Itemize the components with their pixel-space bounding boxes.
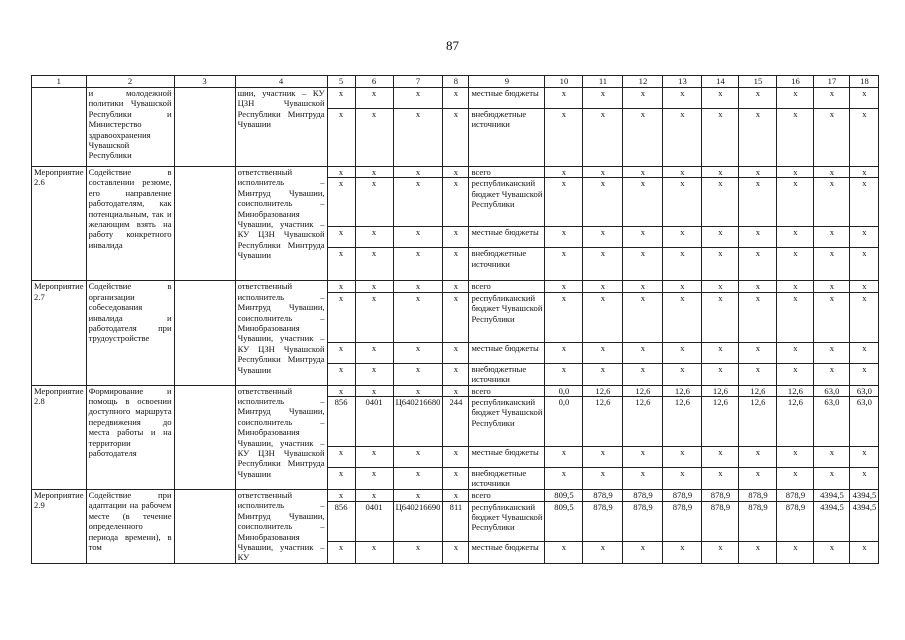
funding-source: местные бюджеты [469,88,545,109]
year-value: 4394,5 [850,490,879,502]
year-value: х [583,227,623,248]
year-value: х [663,292,702,342]
table-row [32,490,879,502]
code-expense-type: х [443,281,469,292]
code-section: х [355,342,393,363]
year-value: х [777,88,814,109]
year-value: х [777,342,814,363]
year-value: х [702,447,739,468]
code-section: х [355,385,393,396]
code-expense-type: х [443,490,469,502]
year-value: 12,6 [663,385,702,396]
year-value: 878,9 [702,501,739,542]
code-expense-type: х [443,109,469,167]
year-value: х [623,292,663,342]
column-header: 16 [777,76,814,88]
year-value: 0,0 [545,397,583,447]
code-section: х [355,167,393,178]
year-value: х [814,109,850,167]
year-value: х [702,281,739,292]
code-section: х [355,248,393,281]
year-value: х [777,292,814,342]
year-value: х [777,227,814,248]
year-value: 12,6 [583,385,623,396]
measure-number: Мероприятие 2.6 [32,167,87,281]
funding-source: республиканский бюджет Чувашской Республики [469,397,545,447]
responsible-executor: ответственный исполнитель – Минтруд Чувашии, соисполнитель – Минобразования Чувашии, участник – КУ ЦЗН Чувашской Республики Минтруда Чувашии [235,167,327,281]
year-value: х [777,281,814,292]
column-header: 17 [814,76,850,88]
year-value: х [777,109,814,167]
column-header: 1 [32,76,87,88]
year-value: х [739,178,777,227]
year-value: х [850,342,879,363]
year-value: х [702,227,739,248]
measure-description: и молодежной политики Чувашской Республики и Министерство здравоохранения Чувашской Республики [86,88,174,167]
year-value: х [545,468,583,490]
code-expense-type: х [443,468,469,490]
program-table [31,75,879,564]
empty-cell [174,88,235,167]
code-grbs: х [327,292,355,342]
year-value: х [850,281,879,292]
year-value: х [777,167,814,178]
year-value: 0,0 [545,385,583,396]
year-value: х [663,542,702,563]
year-value: х [545,167,583,178]
empty-cell [174,167,235,281]
funding-source: внебюджетные источники [469,109,545,167]
year-value: 809,5 [545,490,583,502]
code-section: х [355,490,393,502]
year-value: х [702,248,739,281]
funding-source: всего [469,490,545,502]
code-grbs: х [327,227,355,248]
empty-cell [174,281,235,385]
code-section: х [355,447,393,468]
funding-source: республиканский бюджет Чувашской Республики [469,501,545,542]
year-value: х [583,447,623,468]
measure-description: Содействие в составлении резюме, его направление работодателям, как потенциальным, так и желающим взять на работу конкретного инвалида [86,167,174,281]
year-value: х [583,363,623,385]
year-value: х [663,109,702,167]
code-grbs: х [327,363,355,385]
year-value: х [583,178,623,227]
funding-source: внебюджетные источники [469,363,545,385]
year-value: х [739,292,777,342]
code-grbs: х [327,281,355,292]
year-value: 12,6 [663,397,702,447]
code-grbs: х [327,109,355,167]
year-value: х [623,178,663,227]
code-target: х [393,385,443,396]
year-value: х [850,292,879,342]
year-value: х [623,167,663,178]
code-expense-type: х [443,167,469,178]
funding-source: республиканский бюджет Чувашской Республики [469,178,545,227]
code-target: х [393,363,443,385]
code-expense-type: х [443,363,469,385]
year-value: х [663,227,702,248]
measure-number: Мероприятие 2.9 [32,490,87,564]
measure-number: Мероприятие 2.8 [32,385,87,489]
column-header: 12 [623,76,663,88]
column-header: 14 [702,76,739,88]
year-value: х [623,248,663,281]
code-expense-type: х [443,227,469,248]
year-value: х [623,227,663,248]
code-grbs: х [327,88,355,109]
year-value: х [663,88,702,109]
year-value: х [545,292,583,342]
column-header: 10 [545,76,583,88]
year-value: х [814,342,850,363]
code-target: х [393,447,443,468]
year-value: х [623,468,663,490]
page-number: 87 [446,38,459,53]
year-value: х [623,363,663,385]
table-row [32,281,879,292]
table-row [32,88,879,109]
code-target: х [393,468,443,490]
year-value: 878,9 [663,490,702,502]
year-value: 12,6 [702,385,739,396]
year-value: х [814,292,850,342]
column-header: 6 [355,76,393,88]
code-grbs: х [327,542,355,563]
column-header: 4 [235,76,327,88]
year-value: 63,0 [850,397,879,447]
code-grbs: х [327,178,355,227]
empty-cell [174,490,235,564]
code-target: х [393,281,443,292]
code-section: х [355,178,393,227]
year-value: х [663,342,702,363]
year-value: х [623,109,663,167]
code-expense-type: 811 [443,501,469,542]
code-grbs: х [327,385,355,396]
code-section: 0401 [355,397,393,447]
year-value: х [623,281,663,292]
year-value: х [583,292,623,342]
code-expense-type: 244 [443,397,469,447]
year-value: 878,9 [583,501,623,542]
year-value: х [777,468,814,490]
year-value: х [814,542,850,563]
year-value: х [583,542,623,563]
column-header: 5 [327,76,355,88]
funding-source: республиканский бюджет Чувашской Республики [469,292,545,342]
year-value: х [739,227,777,248]
column-header: 8 [443,76,469,88]
year-value: х [702,542,739,563]
year-value: х [850,167,879,178]
year-value: х [663,281,702,292]
funding-source: внебюджетные источники [469,248,545,281]
code-grbs: х [327,447,355,468]
year-value: х [545,109,583,167]
year-value: х [850,88,879,109]
code-expense-type: х [443,292,469,342]
column-header: 2 [86,76,174,88]
column-header: 18 [850,76,879,88]
year-value: 12,6 [777,397,814,447]
year-value: х [545,542,583,563]
code-target: х [393,178,443,227]
year-value: х [545,363,583,385]
column-header: 9 [469,76,545,88]
year-value: 878,9 [702,490,739,502]
funding-source: всего [469,385,545,396]
code-section: х [355,227,393,248]
year-value: х [663,363,702,385]
code-expense-type: х [443,88,469,109]
year-value: х [777,363,814,385]
year-value: х [739,468,777,490]
code-target: х [393,292,443,342]
year-value: х [663,178,702,227]
year-value: х [814,88,850,109]
year-value: х [702,292,739,342]
year-value: х [583,167,623,178]
year-value: х [583,248,623,281]
column-header: 13 [663,76,702,88]
year-value: х [702,468,739,490]
column-header: 11 [583,76,623,88]
year-value: х [739,342,777,363]
responsible-executor: ответственный исполнитель – Минтруд Чувашии, соисполнитель – Минобразования Чувашии, участник – КУ ЦЗН Чувашской Республики Минтруда Чувашии [235,281,327,385]
year-value: х [583,342,623,363]
year-value: х [663,468,702,490]
year-value: 12,6 [739,397,777,447]
year-value: х [702,167,739,178]
year-value: х [545,88,583,109]
code-target: Ц640216680 [393,397,443,447]
code-expense-type: х [443,248,469,281]
funding-source: местные бюджеты [469,447,545,468]
year-value: х [583,109,623,167]
measure-number [32,88,87,167]
code-section: х [355,363,393,385]
year-value: х [623,88,663,109]
table-row [32,385,879,396]
year-value: х [777,248,814,281]
code-target: х [393,167,443,178]
year-value: х [739,88,777,109]
measure-description: Содействие при адаптации на рабочем месте (в течение определенного периода времени), в том [86,490,174,564]
year-value: х [623,342,663,363]
year-value: х [583,88,623,109]
funding-source: местные бюджеты [469,227,545,248]
year-value: 63,0 [814,397,850,447]
year-value: х [545,227,583,248]
column-header: 7 [393,76,443,88]
year-value: х [739,281,777,292]
year-value: 878,9 [777,490,814,502]
column-header: 15 [739,76,777,88]
year-value: 4394,5 [814,490,850,502]
year-value: х [814,178,850,227]
year-value: х [777,178,814,227]
year-value: х [702,178,739,227]
column-header: 3 [174,76,235,88]
code-section: х [355,109,393,167]
code-section: х [355,542,393,563]
year-value: 878,9 [623,501,663,542]
year-value: 809,5 [545,501,583,542]
code-section: х [355,468,393,490]
responsible-executor: ответственный исполнитель – Минтруд Чувашии, соисполнитель – Минобразования Чувашии, участник – КУ [235,490,327,564]
code-expense-type: х [443,447,469,468]
year-value: х [545,342,583,363]
year-value: х [583,468,623,490]
year-value: 4394,5 [814,501,850,542]
year-value: 4394,5 [850,501,879,542]
year-value: х [814,447,850,468]
responsible-executor: ответственный исполнитель – Минтруд Чувашии, соисполнитель – Минобразования Чувашии, участник – КУ ЦЗН Чувашской Республики Минтруда Чувашии [235,385,327,489]
code-target: х [393,248,443,281]
code-expense-type: х [443,542,469,563]
year-value: 878,9 [663,501,702,542]
year-value: х [545,447,583,468]
responsible-executor: шии, участник – КУ ЦЗН Чувашской Республики Минтруда Чувашии [235,88,327,167]
funding-source: всего [469,167,545,178]
code-target: х [393,88,443,109]
year-value: х [850,248,879,281]
year-value: х [663,447,702,468]
code-grbs: 856 [327,397,355,447]
year-value: х [702,88,739,109]
year-value: х [814,468,850,490]
year-value: х [739,363,777,385]
code-section: х [355,292,393,342]
year-value: х [850,363,879,385]
year-value: 63,0 [850,385,879,396]
funding-source: местные бюджеты [469,542,545,563]
year-value: 878,9 [739,490,777,502]
code-target: х [393,227,443,248]
measure-number: Мероприятие 2.7 [32,281,87,385]
year-value: х [850,447,879,468]
code-grbs: х [327,468,355,490]
year-value: х [663,248,702,281]
year-value: х [663,167,702,178]
year-value: х [777,542,814,563]
year-value: х [814,281,850,292]
year-value: х [702,342,739,363]
year-value: х [777,447,814,468]
year-value: х [850,109,879,167]
measure-description: Формирование и помощь в освоении доступного маршрута передвижения до места работы и на территории работодателя [86,385,174,489]
year-value: 878,9 [739,501,777,542]
code-target: х [393,542,443,563]
year-value: х [545,178,583,227]
year-value: 12,6 [583,397,623,447]
code-section: 0401 [355,501,393,542]
code-section: х [355,281,393,292]
year-value: х [739,542,777,563]
year-value: х [702,109,739,167]
year-value: х [850,468,879,490]
year-value: х [702,363,739,385]
empty-cell [174,385,235,489]
year-value: х [623,542,663,563]
code-section: х [355,88,393,109]
year-value: 12,6 [623,385,663,396]
year-value: х [850,227,879,248]
code-grbs: х [327,490,355,502]
code-grbs: х [327,248,355,281]
year-value: х [583,281,623,292]
year-value: 12,6 [777,385,814,396]
year-value: х [814,363,850,385]
table-header-row [32,76,879,88]
year-value: 878,9 [623,490,663,502]
code-grbs: х [327,342,355,363]
year-value: х [739,248,777,281]
code-grbs: х [327,167,355,178]
year-value: х [814,167,850,178]
code-grbs: 856 [327,501,355,542]
year-value: х [739,447,777,468]
year-value: 878,9 [777,501,814,542]
code-target: х [393,490,443,502]
year-value: 878,9 [583,490,623,502]
year-value: х [739,167,777,178]
year-value: 12,6 [623,397,663,447]
table-row [32,167,879,178]
year-value: х [850,178,879,227]
code-expense-type: х [443,178,469,227]
year-value: х [545,281,583,292]
year-value: х [814,248,850,281]
code-target: х [393,109,443,167]
year-value: х [850,542,879,563]
year-value: х [814,227,850,248]
funding-source: местные бюджеты [469,342,545,363]
code-expense-type: х [443,385,469,396]
year-value: 63,0 [814,385,850,396]
year-value: х [739,109,777,167]
year-value: 12,6 [739,385,777,396]
code-target: х [393,342,443,363]
measure-description: Содействие в организации собеседования инвалида и работодателя при трудоустройстве [86,281,174,385]
code-target: Ц640216690 [393,501,443,542]
year-value: х [623,447,663,468]
year-value: 12,6 [702,397,739,447]
code-expense-type: х [443,342,469,363]
year-value: х [545,248,583,281]
funding-source: всего [469,281,545,292]
funding-source: внебюджетные источники [469,468,545,490]
